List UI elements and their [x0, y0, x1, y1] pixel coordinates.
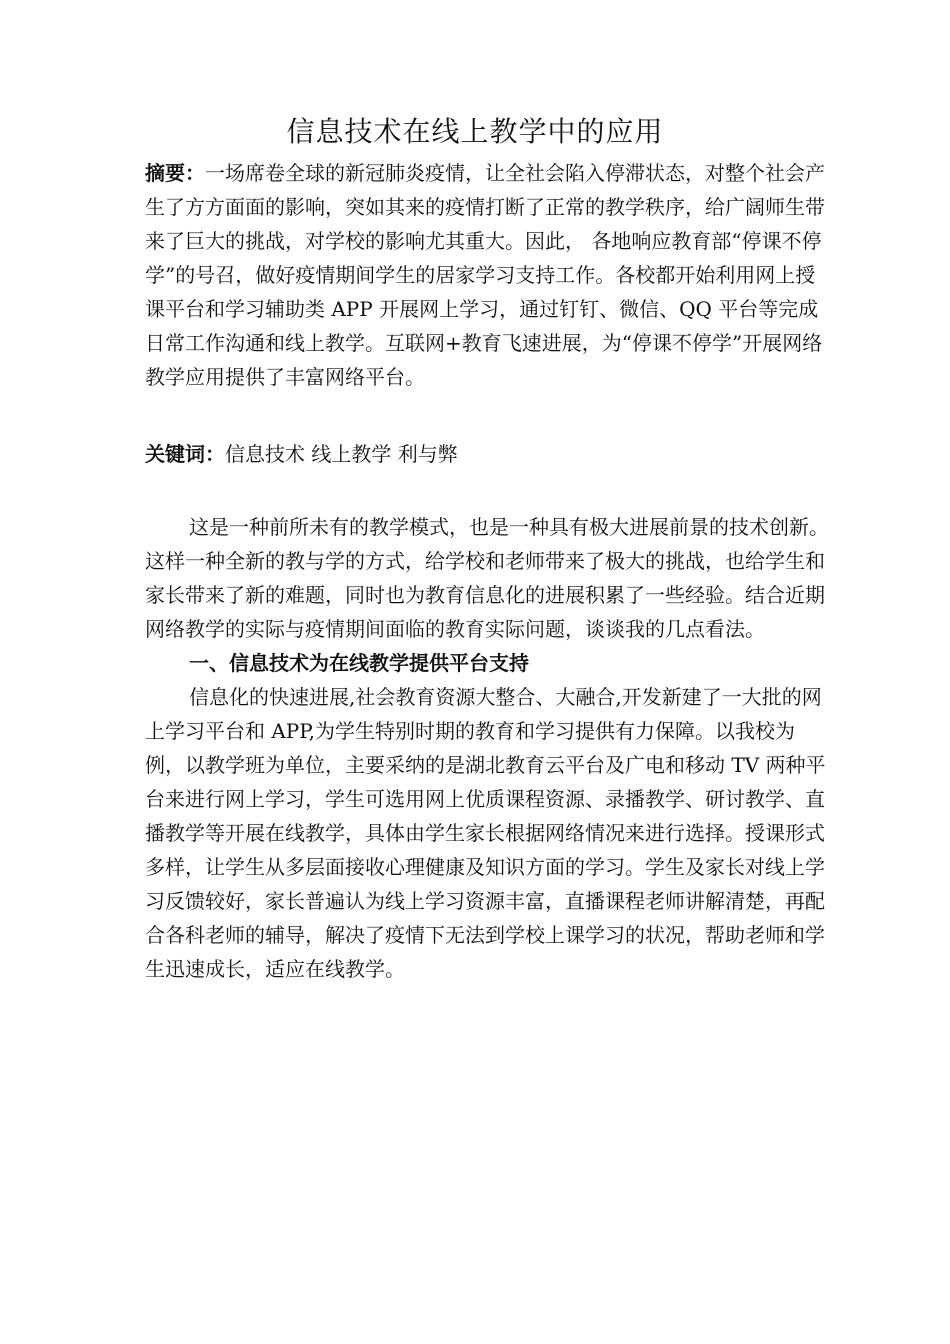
keywords-section	[145, 437, 830, 471]
document-title: 信息技术在线上教学中的应用	[286, 115, 664, 148]
section-1-paragraph: 信息化的快速进展,社会教育资源大整合、大融合,开发新建了一大批的网上学习平台和 APP,为学生特别时期的教育和学习提供有力保障。以我校为例，以教学班为单位，主要采纳的是湖北教育云平台及广电和移动 TV 两种平台来进行网上学习，学生可选用网上优质课程资源、录播教学、研讨教学、直播教学等开展在线教学，具体由学生家长根据网络情况来进行选择。授课形式多样，让学生从多层面接收心理健康及知识方面的学习。学生及家长对线上学习反馈较好，家长普遍认为线上学习资源丰富，直播课程老师讲解清楚，再配合各科老师的辅导，解决了疫情下无法到学校上课学习的状况，帮助老师和学生迅速成长，适应在线教学。	[145, 685, 826, 981]
keywords-paragraph	[145, 437, 830, 471]
abstract-label: 摘要：	[145, 161, 205, 185]
abstract-text: 一场席卷全球的新冠肺炎疫情，让全社会陷入停滞状态，对整个社会产生了方方面面的影响，突如其来的疫情打断了正常的教学秩序，给广阔师生带来了巨大的挑战，对学校的影响尤其重大。因此， 各地响应教育部“停课不停学”的号召，做好疫情期间学生的居家学习支持工作。各校都开始利用网上授课平台和学习辅助类 APP 开展网上学习，通过钉钉、微信、QQ 平台等完成日常工作沟通和线上教学。互联网+教育飞速进展，为“停课不停学”开展网络教学应用提供了丰富网络平台。	[145, 161, 825, 389]
main-body	[145, 510, 830, 986]
keywords-label: 关键词：	[145, 442, 225, 466]
keywords-text: 信息技术 线上教学 利与弊	[225, 442, 458, 466]
abstract-paragraph	[145, 156, 830, 394]
section-1-heading: 一、信息技术为在线教学提供平台支持	[189, 651, 529, 675]
intro-paragraph: 这是一种前所未有的教学模式，也是一种具有极大进展前景的技术创新。这样一种全新的教与学的方式，给学校和老师带来了极大的挑战，也给学生和家长带来了新的难题，同时也为教育信息化的进展积累了一些经验。结合近期网络教学的实际与疫情期间面临的教育实际问题，谈谈我的几点看法。	[145, 515, 829, 641]
abstract-section	[145, 156, 830, 394]
